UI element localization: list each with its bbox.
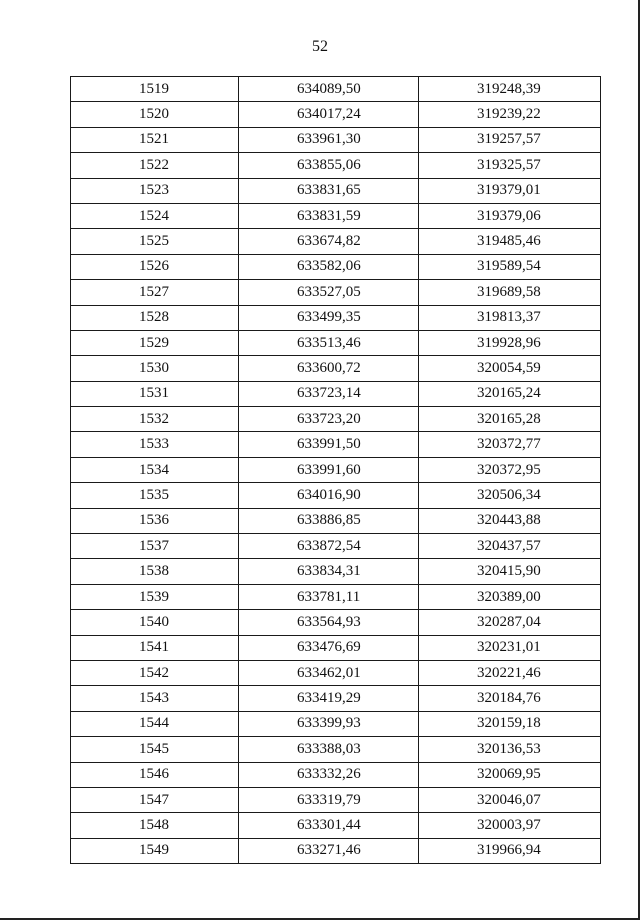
point-number-cell: 1548 — [71, 813, 239, 838]
y-coordinate-cell: 320046,07 — [419, 787, 601, 812]
x-coordinate-cell: 633582,06 — [239, 254, 419, 279]
table-row — [71, 635, 601, 660]
table-row — [71, 584, 601, 609]
table-row — [71, 508, 601, 533]
point-number-cell: 1523 — [71, 178, 239, 203]
point-number-cell: 1535 — [71, 483, 239, 508]
x-coordinate-cell: 633872,54 — [239, 534, 419, 559]
table-row — [71, 77, 601, 102]
x-coordinate-cell: 633723,14 — [239, 381, 419, 406]
table-row — [71, 838, 601, 863]
point-number-cell: 1538 — [71, 559, 239, 584]
x-coordinate-cell: 633991,50 — [239, 432, 419, 457]
x-coordinate-cell: 633834,31 — [239, 559, 419, 584]
x-coordinate-cell: 633961,30 — [239, 127, 419, 152]
point-number-cell: 1541 — [71, 635, 239, 660]
x-coordinate-cell: 633674,82 — [239, 229, 419, 254]
point-number-cell: 1547 — [71, 787, 239, 812]
point-number-cell: 1540 — [71, 610, 239, 635]
x-coordinate-cell: 633513,46 — [239, 330, 419, 355]
point-number-cell: 1530 — [71, 356, 239, 381]
point-number-cell: 1524 — [71, 203, 239, 228]
table-row — [71, 610, 601, 635]
point-number-cell: 1519 — [71, 77, 239, 102]
y-coordinate-cell: 320165,24 — [419, 381, 601, 406]
table-row — [71, 559, 601, 584]
point-number-cell: 1549 — [71, 838, 239, 863]
y-coordinate-cell: 320184,76 — [419, 686, 601, 711]
point-number-cell: 1543 — [71, 686, 239, 711]
table-row — [71, 254, 601, 279]
point-number-cell: 1537 — [71, 534, 239, 559]
point-number-cell: 1546 — [71, 762, 239, 787]
x-coordinate-cell: 633831,59 — [239, 203, 419, 228]
coordinates-table — [70, 76, 601, 864]
table-row — [71, 330, 601, 355]
table-row — [71, 356, 601, 381]
x-coordinate-cell: 633271,46 — [239, 838, 419, 863]
x-coordinate-cell: 633462,01 — [239, 660, 419, 685]
x-coordinate-cell: 633388,03 — [239, 737, 419, 762]
y-coordinate-cell: 319485,46 — [419, 229, 601, 254]
point-number-cell: 1528 — [71, 305, 239, 330]
point-number-cell: 1533 — [71, 432, 239, 457]
x-coordinate-cell: 633600,72 — [239, 356, 419, 381]
x-coordinate-cell: 633723,20 — [239, 407, 419, 432]
table-row — [71, 534, 601, 559]
table-row — [71, 686, 601, 711]
y-coordinate-cell: 320054,59 — [419, 356, 601, 381]
y-coordinate-cell: 319813,37 — [419, 305, 601, 330]
table-row — [71, 102, 601, 127]
y-coordinate-cell: 320165,28 — [419, 407, 601, 432]
coordinates-table-body — [71, 77, 601, 864]
y-coordinate-cell: 320231,01 — [419, 635, 601, 660]
y-coordinate-cell: 319928,96 — [419, 330, 601, 355]
point-number-cell: 1527 — [71, 280, 239, 305]
table-row — [71, 229, 601, 254]
y-coordinate-cell: 320506,34 — [419, 483, 601, 508]
x-coordinate-cell: 633564,93 — [239, 610, 419, 635]
x-coordinate-cell: 633476,69 — [239, 635, 419, 660]
table-row — [71, 127, 601, 152]
x-coordinate-cell: 633419,29 — [239, 686, 419, 711]
table-row — [71, 153, 601, 178]
x-coordinate-cell: 633399,93 — [239, 711, 419, 736]
table-row — [71, 432, 601, 457]
y-coordinate-cell: 320159,18 — [419, 711, 601, 736]
x-coordinate-cell: 633781,11 — [239, 584, 419, 609]
page-number: 52 — [312, 38, 328, 55]
y-coordinate-cell: 319248,39 — [419, 77, 601, 102]
point-number-cell: 1542 — [71, 660, 239, 685]
table-row — [71, 305, 601, 330]
table-row — [71, 660, 601, 685]
table-row — [71, 407, 601, 432]
point-number-cell: 1520 — [71, 102, 239, 127]
table-row — [71, 203, 601, 228]
point-number-cell: 1529 — [71, 330, 239, 355]
x-coordinate-cell: 634017,24 — [239, 102, 419, 127]
x-coordinate-cell: 633886,85 — [239, 508, 419, 533]
x-coordinate-cell: 633319,79 — [239, 787, 419, 812]
y-coordinate-cell: 319689,58 — [419, 280, 601, 305]
x-coordinate-cell: 633831,65 — [239, 178, 419, 203]
table-row — [71, 483, 601, 508]
table-row — [71, 457, 601, 482]
point-number-cell: 1531 — [71, 381, 239, 406]
point-number-cell: 1539 — [71, 584, 239, 609]
x-coordinate-cell: 634016,90 — [239, 483, 419, 508]
table-row — [71, 178, 601, 203]
y-coordinate-cell: 320443,88 — [419, 508, 601, 533]
y-coordinate-cell: 320389,00 — [419, 584, 601, 609]
y-coordinate-cell: 320415,90 — [419, 559, 601, 584]
table-row — [71, 381, 601, 406]
point-number-cell: 1536 — [71, 508, 239, 533]
point-number-cell: 1545 — [71, 737, 239, 762]
table-row — [71, 737, 601, 762]
y-coordinate-cell: 319257,57 — [419, 127, 601, 152]
point-number-cell: 1526 — [71, 254, 239, 279]
y-coordinate-cell: 320136,53 — [419, 737, 601, 762]
y-coordinate-cell: 319379,01 — [419, 178, 601, 203]
x-coordinate-cell: 633301,44 — [239, 813, 419, 838]
point-number-cell: 1544 — [71, 711, 239, 736]
table-row — [71, 711, 601, 736]
table-row — [71, 762, 601, 787]
x-coordinate-cell: 633527,05 — [239, 280, 419, 305]
y-coordinate-cell: 319379,06 — [419, 203, 601, 228]
x-coordinate-cell: 633499,35 — [239, 305, 419, 330]
x-coordinate-cell: 633332,26 — [239, 762, 419, 787]
y-coordinate-cell: 320287,04 — [419, 610, 601, 635]
x-coordinate-cell: 633991,60 — [239, 457, 419, 482]
table-row — [71, 280, 601, 305]
point-number-cell: 1532 — [71, 407, 239, 432]
table-row — [71, 787, 601, 812]
y-coordinate-cell: 319239,22 — [419, 102, 601, 127]
point-number-cell: 1522 — [71, 153, 239, 178]
point-number-cell: 1534 — [71, 457, 239, 482]
y-coordinate-cell: 319589,54 — [419, 254, 601, 279]
y-coordinate-cell: 320069,95 — [419, 762, 601, 787]
y-coordinate-cell: 320437,57 — [419, 534, 601, 559]
y-coordinate-cell: 320221,46 — [419, 660, 601, 685]
point-number-cell: 1521 — [71, 127, 239, 152]
x-coordinate-cell: 633855,06 — [239, 153, 419, 178]
y-coordinate-cell: 320372,77 — [419, 432, 601, 457]
y-coordinate-cell: 319966,94 — [419, 838, 601, 863]
point-number-cell: 1525 — [71, 229, 239, 254]
y-coordinate-cell: 319325,57 — [419, 153, 601, 178]
y-coordinate-cell: 320372,95 — [419, 457, 601, 482]
table-row — [71, 813, 601, 838]
x-coordinate-cell: 634089,50 — [239, 77, 419, 102]
y-coordinate-cell: 320003,97 — [419, 813, 601, 838]
